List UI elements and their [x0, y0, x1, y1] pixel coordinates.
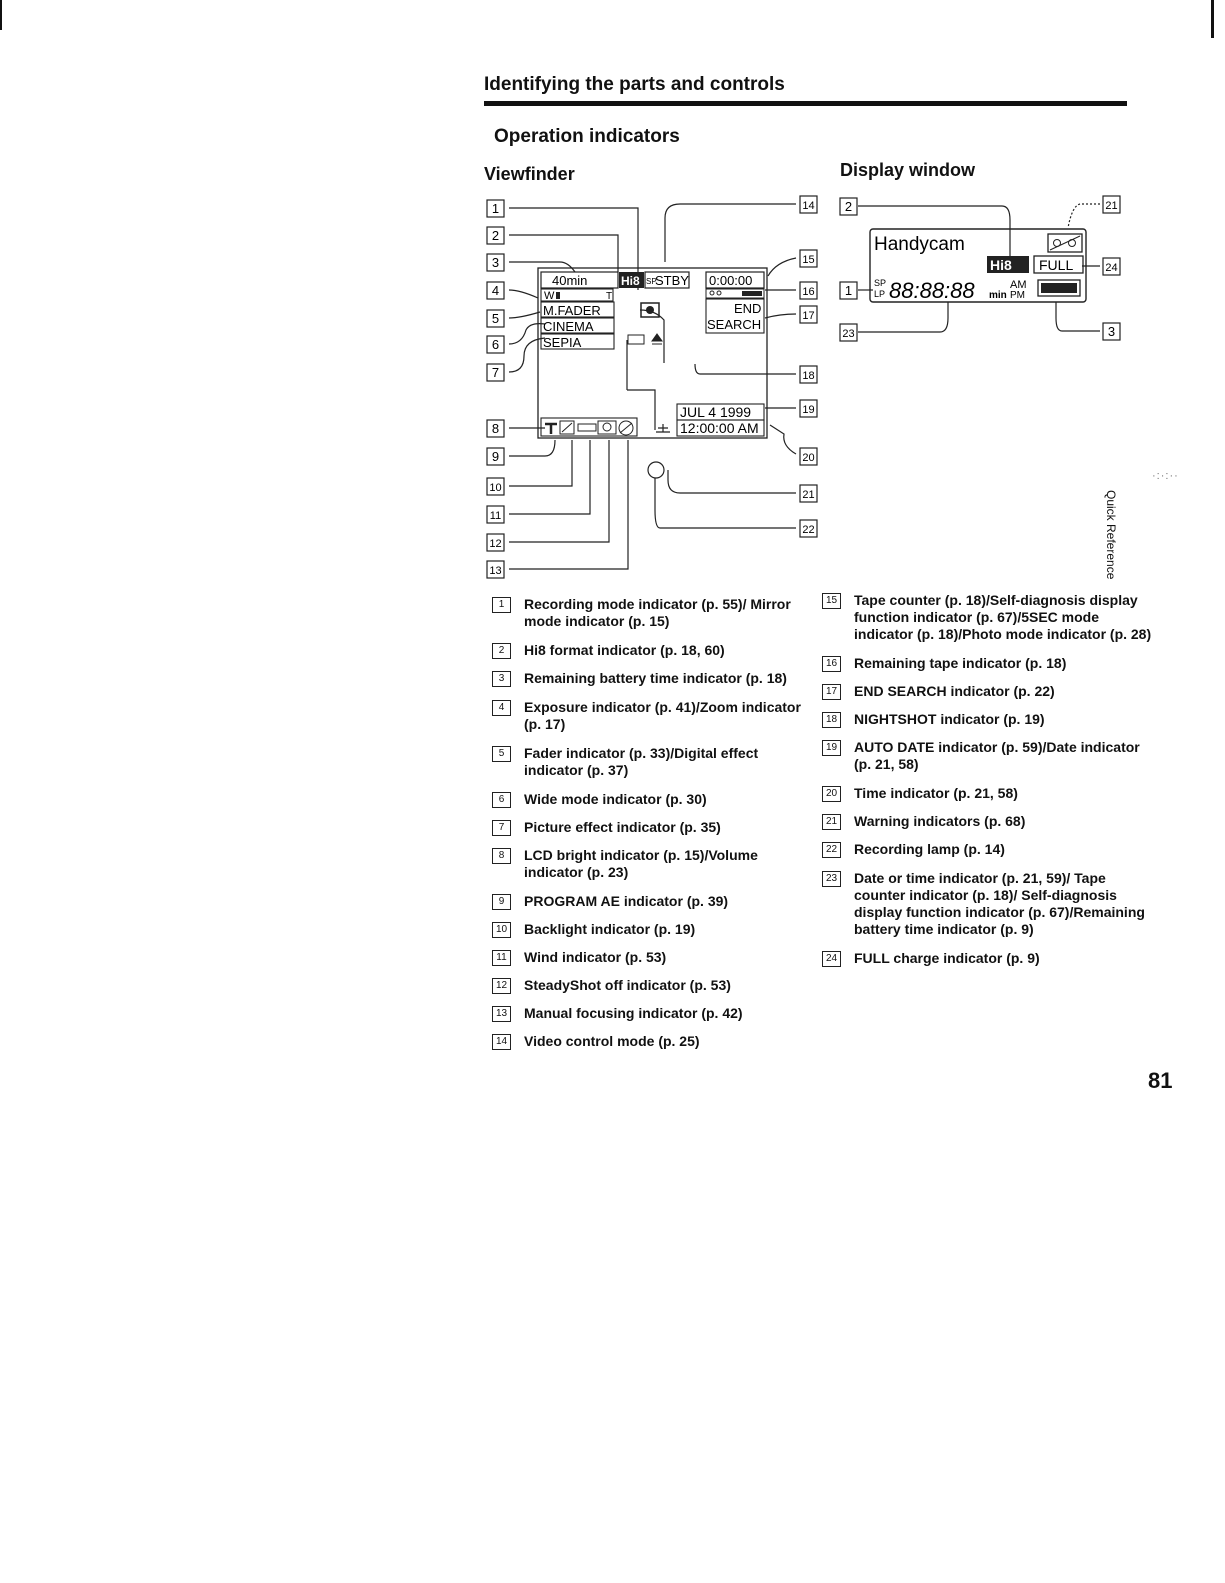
svg-text:6: 6	[491, 337, 500, 352]
legend-item-3	[492, 670, 812, 687]
legend-number: 20	[822, 786, 841, 802]
svg-text:7: 7	[491, 365, 500, 380]
legend-number: 4	[492, 700, 511, 716]
subtitle: Operation indicators	[494, 126, 680, 147]
svg-text:13: 13	[489, 565, 502, 577]
svg-text:LP: LP	[874, 289, 886, 299]
svg-text:Hi8: Hi8	[621, 274, 640, 288]
svg-text:SP: SP	[874, 278, 887, 288]
legend-number: 23	[822, 871, 841, 887]
legend-text: Time indicator (p. 21, 58)	[854, 785, 1018, 801]
svg-text:12: 12	[489, 538, 502, 550]
svg-text:16: 16	[802, 286, 815, 298]
svg-text:5: 5	[491, 311, 500, 326]
legend-text: PROGRAM AE indicator (p. 39)	[524, 893, 729, 909]
legend-item-21	[822, 813, 1152, 830]
svg-text:22: 22	[802, 524, 815, 536]
legend-item-7	[492, 819, 812, 836]
full-indicator	[1034, 256, 1083, 273]
legend-text: Manual focusing indicator (p. 42)	[524, 1005, 743, 1021]
svg-text:2: 2	[491, 228, 500, 243]
legend-text: Video control mode (p. 25)	[524, 1033, 700, 1049]
svg-text:8: 8	[491, 421, 500, 436]
legend-number: 5	[492, 746, 511, 762]
page-number: 81	[1148, 1068, 1173, 1093]
legend-number: 21	[822, 814, 841, 830]
dw-callout-1	[840, 282, 857, 299]
legend-item-24	[822, 950, 1152, 967]
viewfinder-label: Viewfinder	[484, 164, 575, 184]
svg-text:17: 17	[802, 310, 815, 322]
legend-item-8	[492, 847, 812, 881]
legend-number: 2	[492, 643, 511, 659]
legend-number: 11	[492, 950, 511, 966]
svg-text:23: 23	[842, 328, 855, 340]
legend-number: 6	[492, 792, 511, 808]
legend-item-16	[822, 655, 1152, 672]
battery-icon	[1038, 280, 1080, 296]
legend-number: 10	[492, 922, 511, 938]
legend-right	[822, 592, 1152, 978]
legend-number: 24	[822, 951, 841, 967]
dw-callout-24	[1103, 258, 1120, 275]
am-label: AM	[1010, 279, 1027, 291]
side-tab-label: Quick Reference	[1104, 490, 1118, 580]
pm-label: PM	[1010, 290, 1025, 301]
legend-text: Picture effect indicator (p. 35)	[524, 819, 721, 835]
legend-text: Fader indicator (p. 33)/Digital effect indicator (p. 37)	[524, 745, 759, 778]
legend-item-12	[492, 977, 812, 994]
svg-text:1: 1	[844, 283, 853, 298]
legend-item-11	[492, 949, 812, 966]
legend-text: Backlight indicator (p. 19)	[524, 921, 696, 937]
svg-text:SEARCH: SEARCH	[707, 317, 762, 332]
legend-number: 13	[492, 1006, 511, 1022]
svg-text:3: 3	[1107, 324, 1116, 339]
svg-text:JUL 4 1999: JUL 4 1999	[680, 404, 752, 420]
legend-text: Exposure indicator (p. 41)/Zoom indicator (p. 17)	[524, 699, 801, 732]
legend-number: 1	[492, 597, 511, 613]
legend-text: SteadyShot off indicator (p. 53)	[524, 977, 731, 993]
legend-item-19	[822, 739, 1152, 773]
svg-text:20: 20	[802, 452, 815, 464]
svg-text:4: 4	[491, 283, 500, 298]
legend-number: 22	[822, 842, 841, 858]
svg-text:21: 21	[1105, 200, 1118, 212]
scan-dots: ·:·:··	[1152, 470, 1179, 482]
svg-text:18: 18	[802, 370, 815, 382]
handycam-logo: Handycam	[874, 234, 965, 255]
legend-text: AUTO DATE indicator (p. 59)/Date indicator (p. 21, 58)	[854, 739, 1140, 772]
legend-number: 15	[822, 593, 841, 609]
legend-text: END SEARCH indicator (p. 22)	[854, 683, 1055, 699]
dw-callout-21	[1103, 196, 1120, 213]
sp-lp-indicator	[874, 278, 886, 299]
svg-text:FULL: FULL	[1039, 257, 1074, 273]
legend-item-23	[822, 870, 1152, 938]
svg-text:END: END	[734, 301, 762, 316]
hi8-mark	[987, 256, 1029, 273]
svg-text:10: 10	[489, 482, 502, 494]
dw-callout-3	[1103, 323, 1120, 340]
min-label: min	[989, 290, 1007, 301]
svg-text:9: 9	[491, 449, 500, 464]
legend-number: 17	[822, 684, 841, 700]
svg-text:CINEMA: CINEMA	[543, 319, 594, 334]
svg-text:1: 1	[491, 201, 500, 216]
legend-text: LCD bright indicator (p. 15)/Volume indicator (p. 23)	[524, 847, 758, 880]
svg-text:19: 19	[802, 404, 815, 416]
legend-text: Hi8 format indicator (p. 18, 60)	[524, 642, 725, 658]
legend-item-13	[492, 1005, 812, 1022]
svg-text:12:00:00 AM: 12:00:00 AM	[680, 420, 759, 436]
legend-text: Recording lamp (p. 14)	[854, 841, 1005, 857]
legend-text: Date or time indicator (p. 21, 59)/ Tape counter indicator (p. 18)/ Self-diagnosis display function indicator (p. 67)/Remaining battery time indicator (p. 9)	[854, 870, 1145, 937]
legend-item-1	[492, 596, 812, 630]
legend-left	[492, 596, 812, 1061]
legend-number: 3	[492, 671, 511, 687]
svg-text:14: 14	[802, 200, 815, 212]
legend-number: 19	[822, 740, 841, 756]
warning-icon	[1048, 234, 1082, 252]
legend-text: Remaining battery time indicator (p. 18)	[524, 670, 787, 686]
legend-number: 14	[492, 1034, 511, 1050]
legend-item-9	[492, 893, 812, 910]
legend-item-18	[822, 711, 1152, 728]
display-window-label: Display window	[840, 160, 976, 180]
legend-item-17	[822, 683, 1152, 700]
legend-text: NIGHTSHOT indicator (p. 19)	[854, 711, 1045, 727]
dw-callout-23	[840, 324, 857, 341]
svg-text:W: W	[544, 290, 555, 302]
legend-number: 16	[822, 656, 841, 672]
legend-item-5	[492, 745, 812, 779]
svg-text:0:00:00: 0:00:00	[709, 273, 753, 288]
svg-text:3: 3	[491, 255, 500, 270]
legend-number: 8	[492, 848, 511, 864]
legend-text: Tape counter (p. 18)/Self-diagnosis display function indicator (p. 67)/5SEC mode indicator (p. 18)/Photo mode indicator (p. 28)	[854, 592, 1152, 642]
legend-text: Recording mode indicator (p. 55)/ Mirror mode indicator (p. 15)	[524, 596, 791, 629]
legend-item-14	[492, 1033, 812, 1050]
segment-digits: 88:88:88	[889, 278, 975, 303]
svg-text:SEPIA: SEPIA	[543, 335, 582, 350]
svg-text:11: 11	[489, 510, 502, 522]
legend-item-2	[492, 642, 812, 659]
section-title: Identifying the parts and controls	[484, 74, 785, 95]
svg-text:M.FADER: M.FADER	[543, 303, 601, 318]
svg-text:24: 24	[1105, 262, 1118, 274]
legend-number: 7	[492, 820, 511, 836]
legend-text: FULL charge indicator (p. 9)	[854, 950, 1040, 966]
svg-text:21: 21	[802, 489, 815, 501]
dw-callout-2	[840, 198, 857, 215]
svg-text:15: 15	[802, 254, 815, 266]
legend-number: 9	[492, 894, 511, 910]
svg-text:2: 2	[844, 199, 853, 214]
legend-item-22	[822, 841, 1152, 858]
svg-text:Hi8: Hi8	[990, 257, 1012, 273]
legend-item-6	[492, 791, 812, 808]
legend-text: Remaining tape indicator (p. 18)	[854, 655, 1067, 671]
legend-item-20	[822, 785, 1152, 802]
legend-item-4	[492, 699, 812, 733]
svg-text:40min: 40min	[552, 273, 588, 288]
legend-text: Wind indicator (p. 53)	[524, 949, 667, 965]
legend-item-10	[492, 921, 812, 938]
legend-text: Warning indicators (p. 68)	[854, 813, 1026, 829]
legend-text: Wide mode indicator (p. 30)	[524, 791, 707, 807]
svg-text:SP: SP	[646, 277, 657, 286]
svg-text:T: T	[606, 291, 613, 302]
svg-text:STBY: STBY	[655, 273, 689, 288]
legend-number: 12	[492, 978, 511, 994]
legend-number: 18	[822, 712, 841, 728]
